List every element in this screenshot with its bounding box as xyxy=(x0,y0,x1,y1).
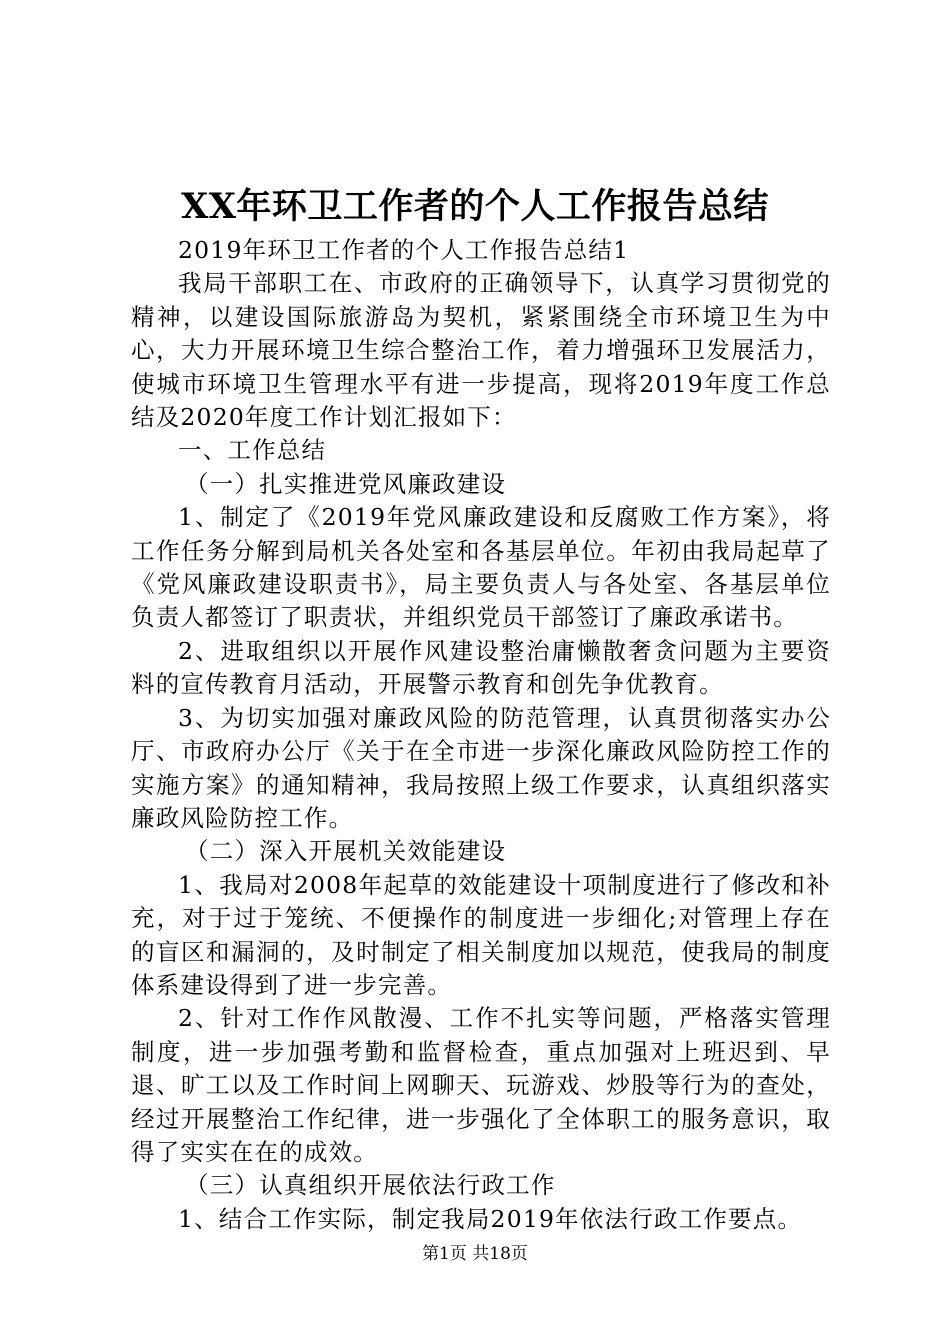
paragraph-item: 1、我局对2008年起草的效能建设十项制度进行了修改和补充，对于过于笼统、不便操作的制度进一步细化;对管理上存在的盲区和漏洞的，及时制定了相关制度加以规范，使我局的制度体系建设得到了进一步完善。 xyxy=(131,870,831,999)
paragraph-item: 3、为切实加强对廉政风险的防范管理，认真贯彻落实办公厅、市政府办公厅《关于在全市进一步深化廉政风险防控工作的实施方案》的通知精神，我局按照上级工作要求，认真组织落实廉政风险防控工作。 xyxy=(131,703,831,832)
paragraph-item: 2、进取组织以开展作风建设整治庸懒散奢贪问题为主要资料的宣传教育月活动，开展警示教育和创先争优教育。 xyxy=(131,636,831,699)
paragraph-intro: 我局干部职工在、市政府的正确领导下，认真学习贯彻党的精神，以建设国际旅游岛为契机，紧紧围绕全市环境卫生为中心，大力开展环境卫生综合整治工作，着力增强环卫发展活力，使城市环境卫生管理水平有进一步提高，现将2019年度工作总结及2020年度工作计划汇报如下： xyxy=(131,269,831,432)
paragraph-subtitle: 2019年环卫工作者的个人工作报告总结1 xyxy=(178,236,630,264)
document-body xyxy=(131,234,831,1236)
subsection-heading-1: （一）扎实推进党风廉政建设 xyxy=(185,469,507,498)
subsection-heading-2: （二）深入开展机关效能建设 xyxy=(185,837,507,866)
section-heading-work-summary: 一、工作总结 xyxy=(178,436,327,465)
page-footer: 第1页 共18页 xyxy=(422,1244,528,1264)
subsection-heading-3: （三）认真组织开展依法行政工作 xyxy=(185,1171,556,1200)
paragraph-item: 1、制定了《2019年党风廉政建设和反腐败工作方案》，将工作任务分解到局机关各处室和各基层单位。年初由我局起草了《党风廉政建设职责书》，局主要负责人与各处室、各基层单位负责人都签订了职责状，并组织党员干部签订了廉政承诺书。 xyxy=(131,503,831,632)
document-title: XX年环卫工作者的个人工作报告总结 xyxy=(181,186,769,227)
paragraph-item: 1、结合工作实际，制定我局2019年依法行政工作要点。 xyxy=(178,1204,803,1233)
paragraph-item: 2、针对工作作风散漫、工作不扎实等问题，严格落实管理制度，进一步加强考勤和监督检查，重点加强对上班迟到、早退、旷工以及工作时间上网聊天、玩游戏、炒股等行为的查处，经过开展整治工作纪律，进一步强化了全体职工的服务意识，取得了实实在在的成效。 xyxy=(131,1004,831,1166)
